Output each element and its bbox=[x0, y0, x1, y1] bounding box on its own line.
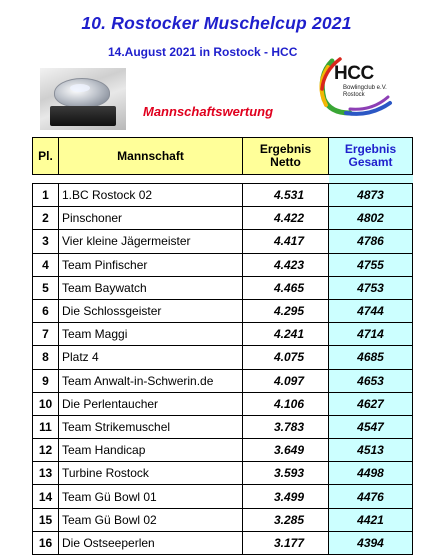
team-name-cell: Team Strikemuschel bbox=[59, 415, 243, 438]
rank-cell: 2 bbox=[33, 207, 59, 230]
page-title: 10. Rostocker Muschelcup 2021 bbox=[81, 13, 352, 33]
netto-score-cell: 3.285 bbox=[243, 508, 329, 531]
team-name-cell: Team Handicap bbox=[59, 439, 243, 462]
gesamt-score-cell: 4547 bbox=[329, 415, 413, 438]
table-row bbox=[33, 346, 413, 369]
header-gesamt-line1: Ergebnis bbox=[344, 142, 397, 156]
gesamt-score-cell: 4753 bbox=[329, 276, 413, 299]
gesamt-score-cell: 4786 bbox=[329, 230, 413, 253]
rank-cell: 6 bbox=[33, 299, 59, 322]
hcc-logo bbox=[310, 55, 396, 117]
table-row bbox=[33, 230, 413, 253]
rank-cell: 10 bbox=[33, 392, 59, 415]
team-name-cell: Vier kleine Jägermeister bbox=[59, 230, 243, 253]
netto-score-cell: 4.106 bbox=[243, 392, 329, 415]
rank-cell: 12 bbox=[33, 439, 59, 462]
rank-cell: 13 bbox=[33, 462, 59, 485]
rank-cell: 14 bbox=[33, 485, 59, 508]
table-spacer-row bbox=[33, 175, 413, 184]
gesamt-score-cell: 4744 bbox=[329, 299, 413, 322]
table-row bbox=[33, 462, 413, 485]
gesamt-score-cell: 4802 bbox=[329, 207, 413, 230]
results-table bbox=[32, 137, 413, 555]
rank-cell: 5 bbox=[33, 276, 59, 299]
header-gesamt-line2: Gesamt bbox=[348, 155, 393, 169]
team-name-cell: Team Baywatch bbox=[59, 276, 243, 299]
rank-cell: 16 bbox=[33, 531, 59, 554]
netto-score-cell: 3.783 bbox=[243, 415, 329, 438]
logo-text: HCC bbox=[334, 63, 374, 84]
rank-cell: 11 bbox=[33, 415, 59, 438]
table-row bbox=[33, 415, 413, 438]
table-row bbox=[33, 207, 413, 230]
team-name-cell: Team Anwalt-in-Schwerin.de bbox=[59, 369, 243, 392]
logo-subtext-line1: Bowlingclub e.V. bbox=[343, 85, 387, 91]
rank-cell: 1 bbox=[33, 184, 59, 207]
rank-cell: 3 bbox=[33, 230, 59, 253]
team-name-cell: Team Gü Bowl 02 bbox=[59, 508, 243, 531]
logo-subtext bbox=[343, 85, 395, 99]
logo-subtext-line2: Rostock bbox=[343, 92, 365, 98]
team-name-cell: Platz 4 bbox=[59, 346, 243, 369]
rank-cell: 7 bbox=[33, 323, 59, 346]
header-mannschaft: Mannschaft bbox=[59, 138, 243, 175]
table-row bbox=[33, 299, 413, 322]
gesamt-score-cell: 4873 bbox=[329, 184, 413, 207]
table-header-row bbox=[33, 138, 413, 175]
gesamt-score-cell: 4498 bbox=[329, 462, 413, 485]
netto-score-cell: 3.177 bbox=[243, 531, 329, 554]
table-row bbox=[33, 369, 413, 392]
table-row bbox=[33, 439, 413, 462]
header-netto-line2: Netto bbox=[270, 155, 301, 169]
table-row bbox=[33, 508, 413, 531]
team-name-cell: Die Ostseeperlen bbox=[59, 531, 243, 554]
table-row bbox=[33, 253, 413, 276]
team-name-cell: Die Schlossgeister bbox=[59, 299, 243, 322]
netto-score-cell: 3.499 bbox=[243, 485, 329, 508]
header-netto bbox=[243, 138, 329, 175]
rank-cell: 9 bbox=[33, 369, 59, 392]
team-name-cell: Pinschoner bbox=[59, 207, 243, 230]
table-row bbox=[33, 392, 413, 415]
gesamt-score-cell: 4653 bbox=[329, 369, 413, 392]
gesamt-score-cell: 4685 bbox=[329, 346, 413, 369]
gesamt-score-cell: 4394 bbox=[329, 531, 413, 554]
team-name-cell: Team Gü Bowl 01 bbox=[59, 485, 243, 508]
netto-score-cell: 4.423 bbox=[243, 253, 329, 276]
header-netto-line1: Ergebnis bbox=[259, 142, 312, 156]
netto-score-cell: 4.097 bbox=[243, 369, 329, 392]
rank-cell: 8 bbox=[33, 346, 59, 369]
trophy-highlight bbox=[70, 84, 90, 92]
table-row bbox=[33, 485, 413, 508]
team-name-cell: Team Pinfischer bbox=[59, 253, 243, 276]
netto-score-cell: 4.465 bbox=[243, 276, 329, 299]
rank-cell: 4 bbox=[33, 253, 59, 276]
netto-score-cell: 4.531 bbox=[243, 184, 329, 207]
netto-score-cell: 4.295 bbox=[243, 299, 329, 322]
table-row bbox=[33, 276, 413, 299]
team-name-cell: Team Maggi bbox=[59, 323, 243, 346]
gesamt-score-cell: 4714 bbox=[329, 323, 413, 346]
gesamt-score-cell: 4421 bbox=[329, 508, 413, 531]
event-subtitle: 14.August 2021 in Rostock - HCC bbox=[108, 45, 298, 59]
team-name-cell: 1.BC Rostock 02 bbox=[59, 184, 243, 207]
trophy-base bbox=[50, 106, 116, 126]
netto-score-cell: 4.075 bbox=[243, 346, 329, 369]
gesamt-score-cell: 4476 bbox=[329, 485, 413, 508]
team-name-cell: Die Perlentaucher bbox=[59, 392, 243, 415]
table-row bbox=[33, 184, 413, 207]
rank-cell: 15 bbox=[33, 508, 59, 531]
trophy-image bbox=[40, 68, 126, 130]
netto-score-cell: 4.422 bbox=[243, 207, 329, 230]
gesamt-score-cell: 4513 bbox=[329, 439, 413, 462]
team-name-cell: Turbine Rostock bbox=[59, 462, 243, 485]
table-row bbox=[33, 323, 413, 346]
header-gesamt bbox=[329, 138, 413, 175]
section-heading: Mannschaftswertung bbox=[143, 104, 274, 119]
netto-score-cell: 4.417 bbox=[243, 230, 329, 253]
header-pl: Pl. bbox=[33, 138, 59, 175]
gesamt-score-cell: 4627 bbox=[329, 392, 413, 415]
netto-score-cell: 4.241 bbox=[243, 323, 329, 346]
netto-score-cell: 3.649 bbox=[243, 439, 329, 462]
table-row bbox=[33, 531, 413, 554]
gesamt-score-cell: 4755 bbox=[329, 253, 413, 276]
trophy-bowl bbox=[54, 78, 110, 108]
netto-score-cell: 3.593 bbox=[243, 462, 329, 485]
